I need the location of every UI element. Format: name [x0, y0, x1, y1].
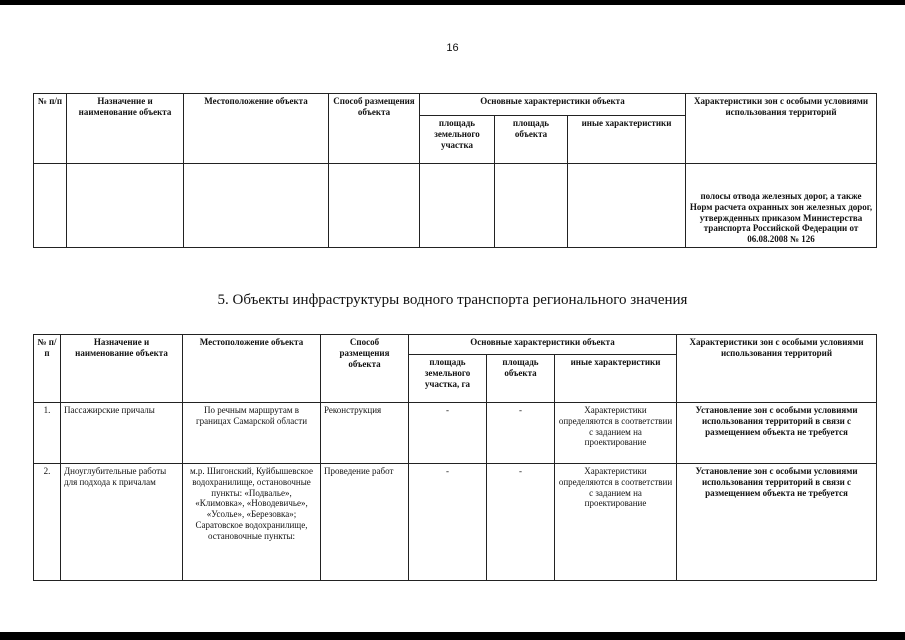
cell-num: 2.: [34, 464, 61, 581]
header-main-characteristics: Основные характеристики объекта: [420, 94, 686, 116]
header-location: Местоположение объекта: [183, 335, 321, 403]
cell-other: Характеристики определяются в соответствии с заданием на проектирование: [555, 464, 677, 581]
header-object-area: площадь объекта: [495, 116, 568, 164]
cell-purpose: Дноуглубительные работы для подхода к причалам: [61, 464, 183, 581]
header-purpose: Назначение и наименование объекта: [61, 335, 183, 403]
header-location: Местоположение объекта: [184, 94, 329, 164]
cell-land-area: -: [409, 403, 487, 464]
table-row: [34, 464, 877, 581]
cell-method: Реконструкция: [321, 403, 409, 464]
table-water-transport-objects: [33, 334, 877, 581]
cell-num: [34, 164, 67, 248]
table-row: [34, 403, 877, 464]
cell-location: [184, 164, 329, 248]
cell-zones: Установление зон с особыми условиями использования территорий в связи с размещением объекта не требуется: [677, 403, 877, 464]
cell-zones: полосы отвода железных дорог, а также Норм расчета охранных зон железных дорог, утвержденных приказом Министерства транспорта Российской Федерации от 06.08.2008 № 126: [686, 164, 877, 248]
header-method: Способ размещения объекта: [321, 335, 409, 403]
cell-object-area: -: [487, 464, 555, 581]
header-main-characteristics: Основные характеристики объекта: [409, 335, 677, 355]
cell-land-area: -: [409, 464, 487, 581]
cell-purpose: Пассажирские причалы: [61, 403, 183, 464]
header-other: иные характеристики: [555, 355, 677, 403]
cell-location: По речным маршрутам в границах Самарской области: [183, 403, 321, 464]
cell-other: Характеристики определяются в соответствии с заданием на проектирование: [555, 403, 677, 464]
cell-purpose: [67, 164, 184, 248]
header-land-area: площадь земельного участка: [420, 116, 495, 164]
top-border-bar: [0, 0, 905, 5]
header-land-area: площадь земельного участка, га: [409, 355, 487, 403]
bottom-border-bar: [0, 632, 905, 640]
cell-method: Проведение работ: [321, 464, 409, 581]
header-object-area: площадь объекта: [487, 355, 555, 403]
header-num: № п/п: [34, 335, 61, 403]
cell-object-area: [495, 164, 568, 248]
cell-method: [329, 164, 420, 248]
cell-object-area: -: [487, 403, 555, 464]
cell-land-area: [420, 164, 495, 248]
section-title: 5. Объекты инфраструктуры водного транспорта регионального значения: [217, 292, 688, 308]
header-other: иные характеристики: [568, 116, 686, 164]
cell-location: м.р. Шигонский, Куйбышевское водохранилище, остановочные пункты: «Подвалье», «Климовка», «Новодевичье», «Усолье», «Березовка»; Саратовское водохранилище, остановочные пункты:: [183, 464, 321, 581]
cell-other: [568, 164, 686, 248]
header-purpose: Назначение и наименование объекта: [67, 94, 184, 164]
header-zones: Характеристики зон с особыми условиями использования территорий: [677, 335, 877, 403]
cell-num: 1.: [34, 403, 61, 464]
header-num: № п/п: [34, 94, 67, 164]
cell-zones: Установление зон с особыми условиями использования территорий в связи с размещением объекта не требуется: [677, 464, 877, 581]
table-linear-objects-continued: [33, 93, 877, 248]
header-zones: Характеристики зон с особыми условиями использования территорий: [686, 94, 877, 164]
header-method: Способ размещения объекта: [329, 94, 420, 164]
table-row: [34, 164, 877, 248]
page-number: 16: [446, 42, 459, 54]
